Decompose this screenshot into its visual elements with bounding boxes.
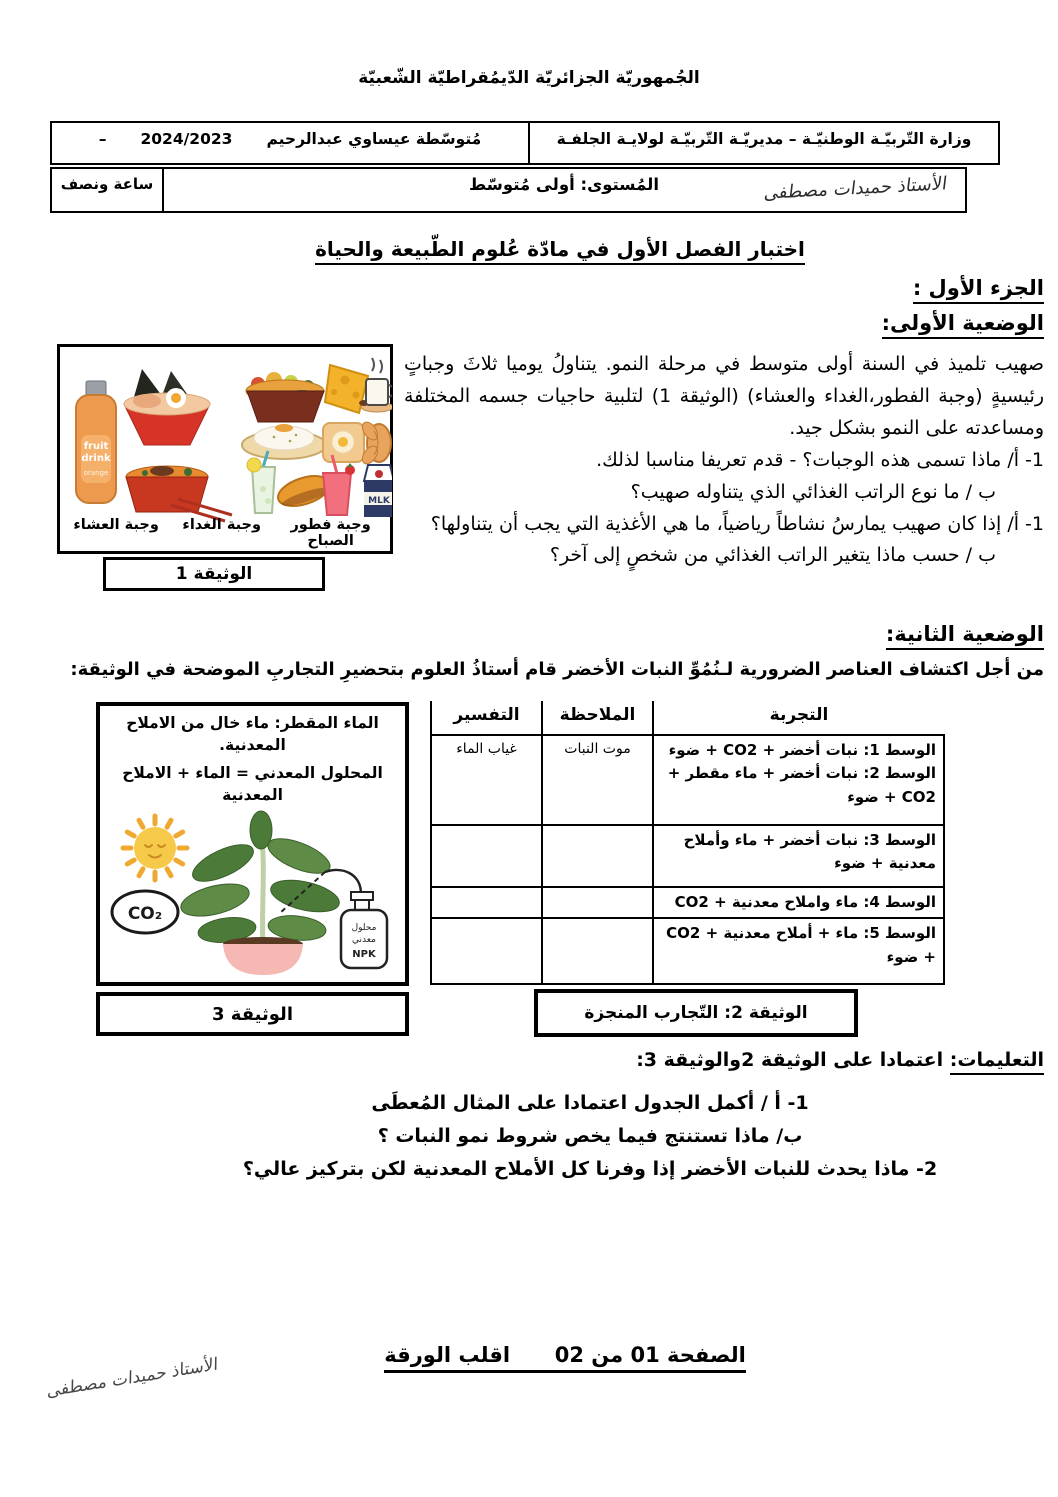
- fruit-drink-bottle-icon: [76, 381, 116, 503]
- noodle-bowl-icon: [126, 466, 232, 521]
- duration-cell: ساعة ونصف: [52, 169, 164, 211]
- breakfast-label: وجبة فطور الصباح: [290, 517, 371, 549]
- plant-icon: [177, 811, 342, 975]
- col-header-interpretation: التفسير: [431, 701, 542, 735]
- sun-icon: [123, 816, 187, 880]
- svg-text:معدني: معدني: [351, 935, 376, 945]
- table-row: [431, 825, 944, 887]
- ministry-cell: وزارة التّربيّـة الوطنيّـة – مديريّـة التّربيّـة لولايـة الجلفـة: [528, 123, 998, 163]
- experiment-cell: الوسط 3: نبات أخضر + ماء وأملاح معدنية + ضوء: [653, 825, 944, 887]
- salad-bowl-icon: [246, 372, 324, 422]
- interpretation-cell: [431, 918, 542, 984]
- svg-text:fruit: fruit: [83, 441, 109, 452]
- teacher-signature: الأستاذ حميدات مصطفى: [46, 1354, 219, 1402]
- experiment-cell: الوسط 5: ماء + أملاح معدنية + CO2 + ضوء: [653, 918, 944, 984]
- experiment-cell: الوسط 1: نبات أخضر + CO2 + ضوء الوسط 2: نبات أخضر + ماء مقطر + CO2 + ضوء: [653, 735, 944, 825]
- observation-cell: [542, 918, 653, 984]
- interpretation-cell: غياب الماء: [431, 735, 542, 825]
- strawberry-juice-icon: [323, 455, 355, 515]
- figure3-caption: الوثيقة 3: [96, 992, 409, 1036]
- turn-over-note: اقلب الورقة: [384, 1343, 511, 1367]
- situation1-heading: الوضعية الأولى:: [882, 311, 1044, 339]
- figure1-meals: [57, 344, 393, 554]
- republic-title: الجُمهوريّة الجزائريّة الدّيمُقراطيّة الشّعبيّة: [358, 68, 700, 88]
- milk-carton-icon: [364, 465, 392, 517]
- year-dash: –: [98, 130, 107, 148]
- meal-labels: [60, 517, 390, 549]
- svg-text:محلول: محلول: [351, 923, 376, 933]
- lemonade-glass-icon: [247, 451, 275, 513]
- lunch-label: وجبة الغداء: [182, 517, 261, 533]
- ramen-bowl-icon: [124, 369, 210, 445]
- question-2a: 1- أ/ إذا كان صهيب يمارسُ نشاطاً رياضياً، ما هي الأغذية التي يجب أن يتناولها؟: [430, 512, 1044, 535]
- instruction-q2: 2- ماذا يحدث للنبات الأخضر إذا وفرنا كل الأملاح المعدنية لكن بتركيز عالي؟: [242, 1158, 938, 1180]
- part1-heading: الجزء الأول :: [913, 276, 1044, 304]
- situation1-text: [404, 349, 1044, 572]
- meals-illustration: [62, 349, 392, 523]
- experiment-cell: الوسط 4: ماء واملاح معدنية + CO2: [653, 887, 944, 918]
- figure3-note-2: المحلول المعدني = الماء + الاملاح المعدنية: [122, 764, 383, 804]
- svg-text:MLK: MLK: [368, 496, 390, 506]
- instructions-questions: [140, 1092, 1040, 1191]
- col-header-experiment: التجربة: [653, 701, 944, 735]
- instruction-q1b: ب/ ماذا تستنتج فيما يخص شروط نمو النبات ؟: [377, 1125, 803, 1147]
- svg-text:orange: orange: [83, 469, 109, 477]
- level-label: المُستوى: أولى مُتوسّط: [469, 175, 659, 194]
- observation-cell: [542, 825, 653, 887]
- svg-text:NPK: NPK: [351, 949, 376, 960]
- plant-illustration: [103, 808, 403, 976]
- svg-text:CO₂: CO₂: [127, 904, 162, 924]
- observation-cell: موت النبات: [542, 735, 653, 825]
- interpretation-cell: [431, 825, 542, 887]
- table-header-row: [431, 701, 944, 735]
- figure3-note-1: الماء المقطر: ماء خال من الاملاح المعدنية.: [126, 714, 379, 754]
- table-row: [431, 735, 944, 825]
- header-table-bottom: [50, 167, 967, 213]
- figure2-caption: الوثيقة 2: التّجارب المنجزة: [534, 989, 858, 1037]
- egg-toast-icon: [323, 423, 364, 462]
- observation-cell: [542, 887, 653, 918]
- school-cell: [52, 123, 528, 163]
- page-footer: [140, 1343, 990, 1373]
- situation2-intro: من أجل اكتشاف العناصر الضرورية لـنُمُوِّ النبات الأخضر قام أستاذُ العلوم بتحضيرِ التجاربِ الموضحة في الوثيقة:: [70, 659, 1044, 680]
- co2-icon: [112, 891, 178, 933]
- situation2-heading: الوضعية الثانية:: [886, 622, 1044, 650]
- school-name: مُتوسّطة عيساوي عبدالرحيم: [266, 130, 482, 148]
- dinner-label: وجبة العشاء: [73, 517, 159, 533]
- figure1-caption: الوثيقة 1: [103, 557, 325, 591]
- teacher-name-handwritten: الأستاذ حميدات مصطفى: [762, 173, 949, 204]
- instructions-intro: اعتمادا على الوثيقة 2والوثيقة 3:: [636, 1049, 950, 1071]
- svg-text:drink: drink: [81, 453, 111, 464]
- rice-plate-icon: [242, 424, 326, 459]
- teacher-level-cell: [164, 169, 965, 211]
- table-row: [431, 887, 944, 918]
- question-1a: 1- أ/ ماذا تسمى هذه الوجبات؟ - قدم تعريفا مناسبا لذلك.: [596, 448, 1044, 471]
- experiments-table: [430, 701, 945, 985]
- question-2b: ب / حسب ماذا يتغير الراتب الغذائي من شخصٍ إلى آخر؟: [549, 544, 996, 567]
- interpretation-cell: [431, 887, 542, 918]
- instruction-q1a: 1- أ / أكمل الجدول اعتمادا على المثال المُعطَى: [371, 1092, 809, 1114]
- figure3-plant: [96, 702, 409, 986]
- page-number: الصفحة 01 من 02: [554, 1343, 746, 1367]
- instructions-heading: [636, 1049, 1044, 1071]
- exam-title: اختبار الفصل الأول في مادّة عُلوم الطّبيعة والحياة: [315, 237, 805, 265]
- school-year: 2024/2023: [140, 130, 233, 148]
- col-header-observation: الملاحظة: [542, 701, 653, 735]
- situation1-paragraph: صهيب تلميذ في السنة أولى متوسط في مرحلة النمو. يتناولُ يوميا ثلاثَ وجباتٍ رئيسيةٍ (وجبة الفطور،الغداء والعشاء) (الوثيقة 1) لتلبية حاجيات جسمه المختلفة ومساعدته على النمو بشكل جيد.: [404, 353, 1044, 439]
- header-table-top: [50, 121, 1000, 165]
- table-row: [431, 918, 944, 984]
- question-1b: ب / ما نوع الراتب الغذائي الذي يتناوله صهيب؟: [630, 480, 996, 503]
- instructions-label: التعليمات:: [950, 1049, 1044, 1075]
